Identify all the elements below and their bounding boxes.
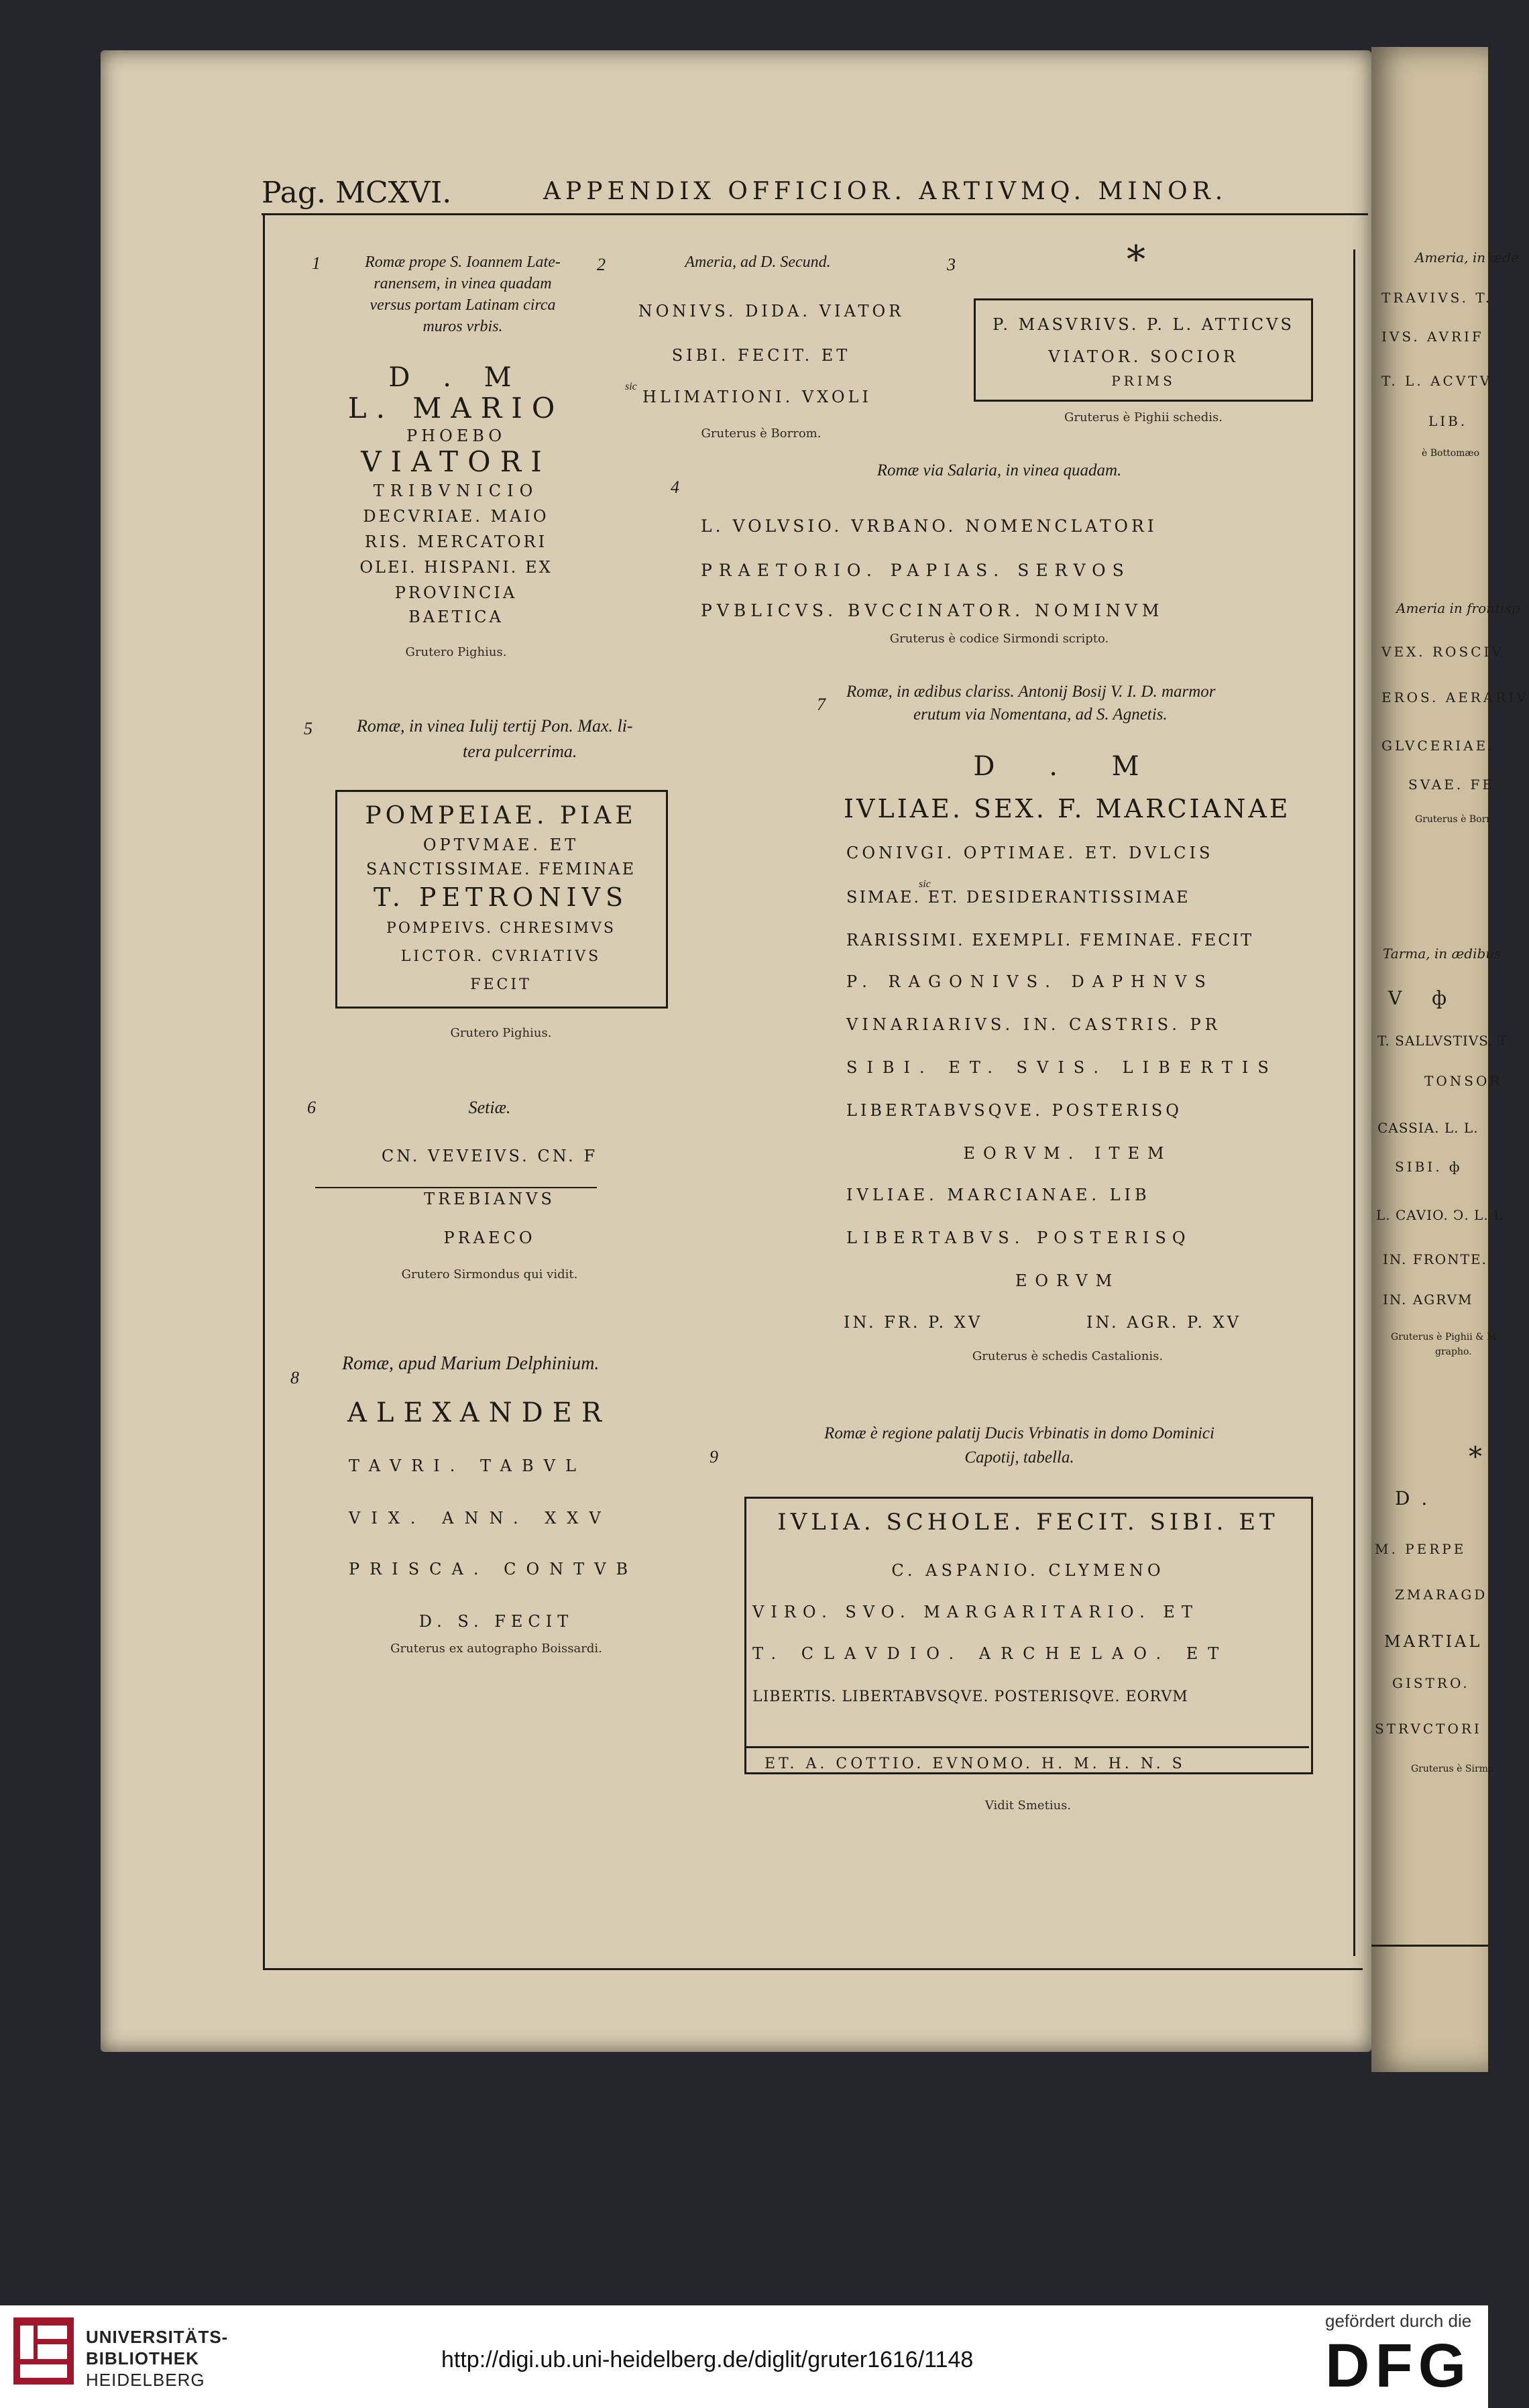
inscription-line: L. MARIO [347, 392, 565, 424]
permalink-url[interactable]: http://digi.ub.uni-heidelberg.de/diglit/gruter1616/1148 [441, 2347, 974, 2372]
right-page-line: LIB. [1428, 413, 1468, 429]
right-page-line: Ameria, in æde [1415, 249, 1519, 266]
source-note: Vidit Smetius. [984, 1798, 1072, 1813]
inscription-line: ALEXANDER [347, 1397, 611, 1428]
right-page-line: V ф [1388, 987, 1459, 1009]
left-frame-rule [263, 213, 265, 1970]
findspot-line: Romæ è regione palatij Ducis Vrbinatis in domo Dominici [824, 1424, 1214, 1442]
inscription-line: PRISCA. CONTVB [349, 1560, 638, 1579]
inscription-number: 3 [947, 255, 956, 274]
right-page-line: grapho. [1435, 1346, 1472, 1357]
library-name-line: BIBLIOTHEK [86, 2348, 199, 2368]
source-note: Grutero Pighius. [405, 645, 507, 659]
inscription-line: EORVM. ITEM [963, 1144, 1172, 1163]
dfg-logo: DFG [1325, 2332, 1472, 2400]
findspot-line: Romæ, in vinea Iulij tertij Pon. Max. li- [357, 716, 633, 736]
inscription-line: P. MASVRIVS. P. L. ATTICVS [993, 315, 1294, 334]
inscription-line: TRIBVNICIO [373, 481, 539, 500]
library-name-line: HEIDELBERG [86, 2370, 205, 2390]
inscription-number: 1 [312, 253, 321, 273]
inscription-line: HLIMATIONI. VXOLI [642, 388, 872, 406]
inscription-line: IVLIA. SCHOLE. FECIT. SIBI. ET [777, 1509, 1279, 1536]
inscription-line: PRAETORIO. PAPIAS. SERVOS [701, 561, 1131, 580]
divider-rule [315, 1187, 597, 1188]
sic-mark: sic [625, 381, 637, 392]
inscription-line: RIS. MERCATORI [364, 532, 548, 551]
right-page-line: TRAVIVS. T. [1381, 290, 1493, 306]
right-page-line: Tarma, in ædibus [1383, 945, 1502, 962]
inscription-line: TREBIANVS [424, 1190, 555, 1208]
findspot-line: Romæ, in ædibus clariss. Antonij Bosij V. I. D. marmor [846, 683, 1216, 701]
library-name-line: UNIVERSITÄTS- [86, 2327, 229, 2347]
inscription-line: CN. VEVEIVS. CN. F [381, 1147, 598, 1165]
source-note: Grutero Pighius. [450, 1026, 552, 1040]
inscription-line: POMPEIVS. CHRESIMVS [386, 920, 616, 937]
inscription-line: PRIMS [1111, 373, 1176, 389]
inscription-line: CONIVGI. OPTIMAE. ET. DVLCIS [846, 844, 1214, 862]
source-note: Grutero Sirmondus qui vidit. [401, 1267, 578, 1281]
findspot-line: Setiæ. [468, 1098, 511, 1117]
inscription-line: LIBERTIS. LIBERTABVSQVE. POSTERISQVE. EORVM [752, 1688, 1188, 1705]
inscription-line: C. ASPANIO. CLYMENO [891, 1561, 1165, 1580]
findspot-line: ranensem, in vinea quadam [374, 275, 552, 292]
inscription-line: FECIT [470, 976, 532, 993]
inscription-line: D. S. FECIT [418, 1612, 574, 1631]
inscription-line: PROVINCIA [394, 583, 518, 602]
inscription-line: NONIVS. DIDA. VIATOR [638, 302, 905, 321]
inscription-line: OLEI. HISPANI. EX [359, 558, 553, 577]
source-note: Gruterus è codice Sirmondi scripto. [889, 632, 1109, 646]
findspot-line: Romæ via Salaria, in vinea quadam. [876, 461, 1122, 479]
findspot-line: tera pulcerrima. [463, 742, 577, 761]
right-page-line: STRVCTORI [1375, 1721, 1482, 1737]
source-note: Gruterus ex autographo Boissardi. [390, 1642, 602, 1656]
right-page-line: Ameria in frontisp [1396, 600, 1520, 616]
inscription-line: VIATORI [361, 445, 551, 478]
inscription-line: SIBI. FECIT. ET [671, 346, 851, 365]
inscription-line: P. RAGONIVS. DAPHNVS [846, 972, 1214, 991]
asterisk-mark: * [1127, 238, 1145, 282]
inscription-line: L. VOLVSIO. VRBANO. NOMENCLATORI [701, 516, 1157, 536]
viewer-footer [0, 2305, 1488, 2408]
inscription-line: EORVM [1015, 1271, 1121, 1290]
inscription-line: PRAECO [443, 1228, 536, 1247]
inscription-number: 7 [817, 695, 826, 714]
right-page-line: IN. AGRVM [1383, 1292, 1473, 1308]
right-page-line: EROS. AERARIV [1381, 689, 1529, 705]
inscription-line: BAETICA [408, 608, 504, 626]
divider-rule [746, 1746, 1309, 1748]
inscription-line: VIRO. SVO. MARGARITARIO. ET [752, 1603, 1199, 1621]
heidelberg-logo [13, 2317, 74, 2385]
right-page-line: GLVCERIAE. [1381, 738, 1495, 754]
right-page-line: IN. FRONTE. [1383, 1251, 1487, 1267]
findspot-line: Ameria, ad D. Secund. [685, 253, 831, 271]
inscription-line: POMPEIAE. PIAE [365, 802, 637, 829]
right-page-line: MARTIAL [1384, 1632, 1483, 1651]
inscription-line: SIBI. ET. SVIS. LIBERTIS [846, 1058, 1278, 1077]
inscription-line: PVBLICVS. BVCCINATOR. NOMINVM [701, 601, 1164, 620]
inscription-line: OPTVMAE. ET [422, 836, 579, 854]
right-page-line: CASSIA. L. L. [1377, 1120, 1479, 1136]
right-page-line: D . [1395, 1487, 1430, 1509]
inscription-line: SIMAE. ET. DESIDERANTISSIMAE [846, 888, 1190, 907]
inscription-line: ET. A. COTTIO. EVNOMO. H. M. H. N. S [764, 1756, 1186, 1772]
inscription-line: D . M [388, 362, 524, 393]
inscription-number: 4 [671, 477, 679, 497]
right-page-line: Gruterus è Sirmo [1411, 1764, 1494, 1774]
running-title: APPENDIX OFFICIOR. ARTIVMQ. MINOR. [543, 178, 1228, 205]
source-note: Gruterus è Borrom. [701, 426, 822, 441]
inscription-line: DECVRIAE. MAIO [363, 507, 549, 526]
inscription-line: IVLIAE. SEX. F. MARCIANAE [844, 794, 1291, 823]
right-page-rule [1371, 1945, 1488, 1947]
right-page-line: VEX. ROSCIV [1381, 644, 1504, 660]
inscription-line: LIBERTABVS. POSTERISQ [846, 1228, 1192, 1247]
right-page-line: GISTRO. [1392, 1675, 1470, 1691]
right-page-line: T. L. ACVTV [1381, 373, 1493, 389]
inscription-line: T. PETRONIVS [373, 882, 629, 912]
inscription-line: VINARIARIVS. IN. CASTRIS. PR [846, 1015, 1221, 1034]
right-page-line: M. PERPE [1375, 1541, 1467, 1557]
right-page-line: è Bottomæo [1422, 448, 1479, 459]
findspot-line: Capotij, tabella. [964, 1448, 1074, 1467]
inscription-number: 6 [307, 1098, 316, 1117]
findspot-line: erutum via Nomentana, ad S. Agnetis. [913, 705, 1168, 724]
inscription-number: 8 [290, 1368, 299, 1387]
right-page-line: SIBI. ф [1395, 1159, 1463, 1175]
header-rule [262, 213, 1368, 215]
inscription-number: 2 [597, 255, 606, 274]
findspot-line: versus portam Latinam circa [370, 296, 556, 314]
right-page-line: T. SALLVSTIVS. T [1377, 1033, 1508, 1049]
library-seal-icon [13, 2317, 74, 2385]
inscription-number: 5 [304, 719, 313, 738]
findspot-line: muros vrbis. [422, 318, 503, 335]
inscription-frame [744, 1497, 1313, 1774]
inscription-line: TAVRI. TABVL [349, 1456, 586, 1475]
inscription-line: IN. AGR. P. XV [1086, 1313, 1241, 1332]
inscription-line: VIX. ANN. XXV [349, 1509, 612, 1528]
source-note: Gruterus è Pighii schedis. [1064, 410, 1223, 424]
right-page-line: Gruterus è Pighii & M [1391, 1332, 1497, 1342]
inscription-line: LICTOR. CVRIATIVS [400, 948, 602, 965]
inscription-line: RARISSIMI. EXEMPLI. FEMINAE. FECIT [846, 931, 1254, 950]
inscription-line: D . M [973, 751, 1162, 782]
right-page-line: SVAE. FE [1408, 777, 1495, 793]
right-page-line: * [1469, 1442, 1485, 1473]
inscription-line: IVLIAE. MARCIANAE. LIB [846, 1186, 1151, 1204]
sic-mark: sic [919, 878, 931, 890]
inscription-line: SANCTISSIMAE. FEMINAE [365, 860, 636, 878]
inscription-line: PHOEBO [406, 426, 506, 445]
source-note: Gruterus è schedis Castalionis. [972, 1349, 1164, 1363]
right-frame-rule [1353, 249, 1355, 1956]
right-page-line: L. CAVIO. Ͻ. L. L [1376, 1207, 1504, 1223]
right-page-line: TONSOR [1424, 1073, 1503, 1089]
findspot-line: Romæ, apud Marium Delphinium. [342, 1353, 600, 1374]
funding-note: gefördert durch die [1325, 2311, 1472, 2331]
right-page-line: Gruterus è Borr [1415, 814, 1491, 825]
page-number-header: Pag. MCXVI. [262, 176, 452, 210]
right-page-line: IVS. AVRIF [1381, 329, 1484, 345]
inscription-line: LIBERTABVSQVE. POSTERISQ [846, 1101, 1182, 1120]
bottom-frame-rule [263, 1968, 1363, 1970]
inscription-line: VIATOR. SOCIOR [1048, 347, 1239, 366]
inscription-line: T. CLAVDIO. ARCHELAO. ET [752, 1644, 1229, 1663]
findspot-line: Romæ prope S. Ioannem Late- [365, 253, 561, 271]
right-page-line: ZMARAGD [1395, 1587, 1488, 1603]
inscription-line: IN. FR. P. XV [844, 1313, 983, 1332]
inscription-number: 9 [710, 1447, 718, 1467]
